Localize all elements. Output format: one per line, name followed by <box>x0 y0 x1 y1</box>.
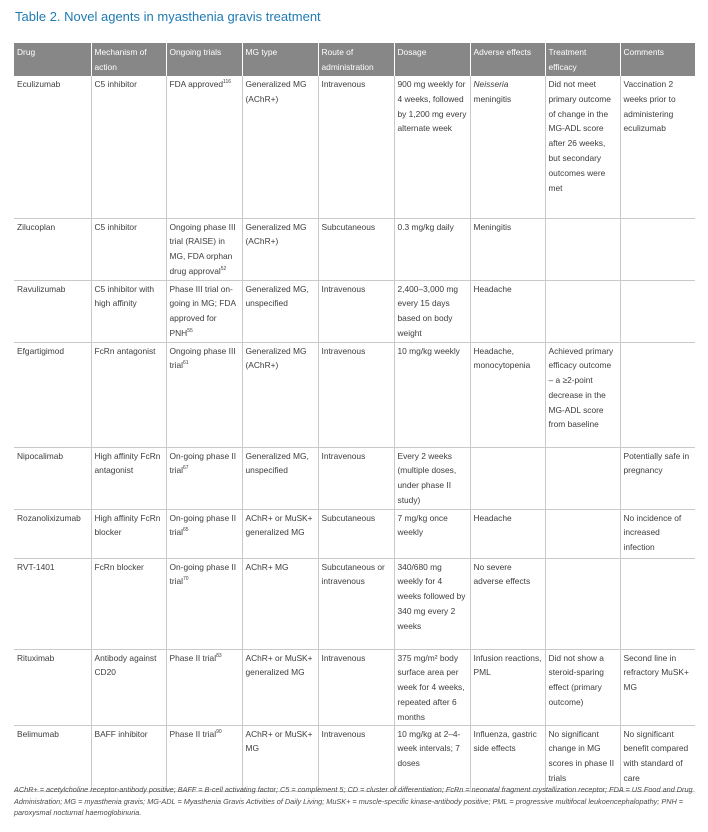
adverse-text: meningitis <box>473 93 512 104</box>
comments-cell <box>620 342 695 447</box>
adverse-text: Headache <box>473 512 512 523</box>
drug-cell: Zilucoplan <box>14 218 91 280</box>
efficacy-cell: No significant change in MG scores in phase II trials <box>545 725 620 791</box>
reference-superscript: 83 <box>216 652 222 659</box>
column-header: Treatment efficacy <box>545 43 620 76</box>
trials-cell <box>166 280 242 342</box>
trial-text: Phase II trial <box>169 728 217 739</box>
efficacy-cell <box>545 280 620 342</box>
trials-cell <box>166 447 242 509</box>
adverse-text: Influenza, gastric side effects <box>473 728 537 754</box>
route-cell: Intravenous <box>318 725 394 791</box>
adverse-text: Headache, monocytopenia <box>473 345 531 371</box>
efficacy-cell: Achieved primary efficacy outcome – a ≥2-point decrease in the MG-ADL score from baseline <box>545 342 620 447</box>
trial-text: Ongoing phase III trial (RAISE) in MG, FDA orphan drug approval <box>169 221 236 276</box>
table-row <box>14 447 695 509</box>
route-cell: Intravenous <box>318 342 394 447</box>
trials-cell <box>166 725 242 791</box>
mg-type-cell: AChR+ or MuSK+ generalized MG <box>242 509 318 558</box>
table-row <box>14 509 695 558</box>
comments-cell: Vaccination 2 weeks prior to administering eculizumab <box>620 76 695 218</box>
column-header: Comments <box>620 43 695 76</box>
drug-cell: Eculizumab <box>14 76 91 218</box>
adverse-effects-cell <box>470 76 545 218</box>
comments-cell <box>620 280 695 342</box>
dosage-cell: Every 2 weeks (multiple doses, under phase II study) <box>394 447 470 509</box>
table-row <box>14 725 695 791</box>
column-header: Adverse effects <box>470 43 545 76</box>
adverse-effects-cell <box>470 342 545 447</box>
table-row <box>14 218 695 280</box>
trial-text: Phase II trial <box>169 652 217 663</box>
route-cell: Intravenous <box>318 76 394 218</box>
mechanism-cell: FcRn blocker <box>91 558 166 649</box>
reference-superscript: 116 <box>223 79 232 86</box>
mg-type-cell: Generalized MG (AChR+) <box>242 76 318 218</box>
comments-cell <box>620 558 695 649</box>
adverse-text: No severe adverse effects <box>473 561 531 587</box>
drug-cell: RVT-1401 <box>14 558 91 649</box>
column-header: Dosage <box>394 43 470 76</box>
table-footnote: AChR+ = acetylcholine receptor-antibody positive; BAFF = B-cell activating factor; C5 = complement 5; CD = cluster of differentiation; FcRn = neonatal fragment crystallization receptor; FDA = US Food and Drug Administration; MG = myasthenia gravis; MG-ADL = Myasthenia Gravis Activities of Daily Living; MuSK+ = muscle-specific kinase-antibody positive; PML = progressive multifocal leukoencephalopathy; PNH = paroxysmal nocturnal haemoglobinuria. <box>14 785 693 818</box>
trial-text: Ongoing phase III trial <box>169 345 236 371</box>
column-header: Route of administration <box>318 43 394 76</box>
reference-superscript: 67 <box>183 465 189 472</box>
efficacy-cell <box>545 558 620 649</box>
efficacy-cell <box>545 509 620 558</box>
mechanism-cell: Antibody against CD20 <box>91 649 166 725</box>
trial-text: Phase III trial on-going in MG; FDA approved for PNH <box>169 283 236 338</box>
comments-cell: Second line in refractory MuSK+ MG <box>620 649 695 725</box>
column-header: MG type <box>242 43 318 76</box>
trials-cell <box>166 509 242 558</box>
dosage-cell: 375 mg/m² body surface area per week for 4 weeks, repeated after 6 months <box>394 649 470 725</box>
header-row <box>14 43 695 76</box>
table-row <box>14 649 695 725</box>
table-row <box>14 76 695 218</box>
reference-superscript: 55 <box>187 328 193 335</box>
mg-type-cell: AChR+ MG <box>242 558 318 649</box>
efficacy-cell: Did not show a steroid-sparing effect (primary outcome) <box>545 649 620 725</box>
adverse-effects-cell <box>470 725 545 791</box>
trial-text: On-going phase II trial <box>169 512 237 538</box>
dosage-cell: 10 mg/kg weekly <box>394 342 470 447</box>
column-header: Ongoing trials <box>166 43 242 76</box>
mg-type-cell: Generalized MG (AChR+) <box>242 342 318 447</box>
mg-type-cell: AChR+ or MuSK+ generalized MG <box>242 649 318 725</box>
efficacy-cell: Did not meet primary outcome of change in the MG-ADL score after 26 weeks, but secondary outcomes were met <box>545 76 620 218</box>
mechanism-cell: High affinity FcRn antagonist <box>91 447 166 509</box>
table-row <box>14 280 695 342</box>
drug-cell: Belimumab <box>14 725 91 791</box>
efficacy-cell <box>545 447 620 509</box>
adverse-effects-cell <box>470 218 545 280</box>
route-cell: Intravenous <box>318 649 394 725</box>
organism-name: Neisseria <box>473 79 509 89</box>
mg-type-cell: Generalized MG, unspecified <box>242 280 318 342</box>
comments-cell: No significant benefit compared with standard of care <box>620 725 695 791</box>
drug-cell: Rozanolixizumab <box>14 509 91 558</box>
reference-superscript: 61 <box>183 360 189 367</box>
route-cell: Subcutaneous or intravenous <box>318 558 394 649</box>
mechanism-cell: C5 inhibitor <box>91 218 166 280</box>
reference-superscript: 70 <box>183 576 189 583</box>
agents-table <box>14 43 695 792</box>
mg-type-cell: Generalized MG, unspecified <box>242 447 318 509</box>
reference-superscript: 90 <box>216 728 222 735</box>
column-header: Mechanism of action <box>91 43 166 76</box>
mechanism-cell: C5 inhibitor <box>91 76 166 218</box>
dosage-cell: 10 mg/kg at 2–4-week intervals; 7 doses <box>394 725 470 791</box>
trials-cell <box>166 218 242 280</box>
trials-cell <box>166 76 242 218</box>
adverse-effects-cell <box>470 509 545 558</box>
adverse-text: Infusion reactions, PML <box>473 652 542 678</box>
drug-cell: Nipocalimab <box>14 447 91 509</box>
trials-cell <box>166 558 242 649</box>
adverse-effects-cell <box>470 447 545 509</box>
mechanism-cell: BAFF inhibitor <box>91 725 166 791</box>
dosage-cell: 7 mg/kg once weekly <box>394 509 470 558</box>
dosage-cell: 0.3 mg/kg daily <box>394 218 470 280</box>
drug-cell: Rituximab <box>14 649 91 725</box>
mechanism-cell: FcRn antagonist <box>91 342 166 447</box>
dosage-cell: 2,400–3,000 mg every 15 days based on body weight <box>394 280 470 342</box>
adverse-text: Headache <box>473 283 512 294</box>
column-header: Drug <box>14 43 91 76</box>
trial-text: On-going phase II trial <box>169 450 237 476</box>
route-cell: Subcutaneous <box>318 218 394 280</box>
reference-superscript: 52 <box>220 266 227 273</box>
mechanism-cell: C5 inhibitor with high affinity <box>91 280 166 342</box>
trial-text: FDA approved <box>169 79 224 89</box>
table-row <box>14 558 695 649</box>
dosage-cell: 340/680 mg weekly for 4 weeks followed by 340 mg every 2 weeks <box>394 558 470 649</box>
comments-cell <box>620 218 695 280</box>
drug-cell: Efgartigimod <box>14 342 91 447</box>
efficacy-cell <box>545 218 620 280</box>
trials-cell <box>166 342 242 447</box>
mechanism-cell: High affinity FcRn blocker <box>91 509 166 558</box>
route-cell: Intravenous <box>318 447 394 509</box>
adverse-effects-cell <box>470 649 545 725</box>
trial-text: On-going phase II trial <box>169 561 237 587</box>
dosage-cell: 900 mg weekly for 4 weeks, followed by 1,200 mg every alternate week <box>394 76 470 218</box>
trials-cell <box>166 649 242 725</box>
adverse-text: Meningitis <box>473 221 512 232</box>
adverse-effects-cell <box>470 558 545 649</box>
mg-type-cell: AChR+ or MuSK+ MG <box>242 725 318 791</box>
route-cell: Intravenous <box>318 280 394 342</box>
table-row <box>14 342 695 447</box>
drug-cell: Ravulizumab <box>14 280 91 342</box>
comments-cell: Potentially safe in pregnancy <box>620 447 695 509</box>
comments-cell: No incidence of increased infection <box>620 509 695 558</box>
table-title: Table 2. Novel agents in myasthenia gravis treatment <box>15 9 321 24</box>
route-cell: Subcutaneous <box>318 509 394 558</box>
mg-type-cell: Generalized MG (AChR+) <box>242 218 318 280</box>
adverse-effects-cell <box>470 280 545 342</box>
reference-superscript: 65 <box>183 527 189 534</box>
